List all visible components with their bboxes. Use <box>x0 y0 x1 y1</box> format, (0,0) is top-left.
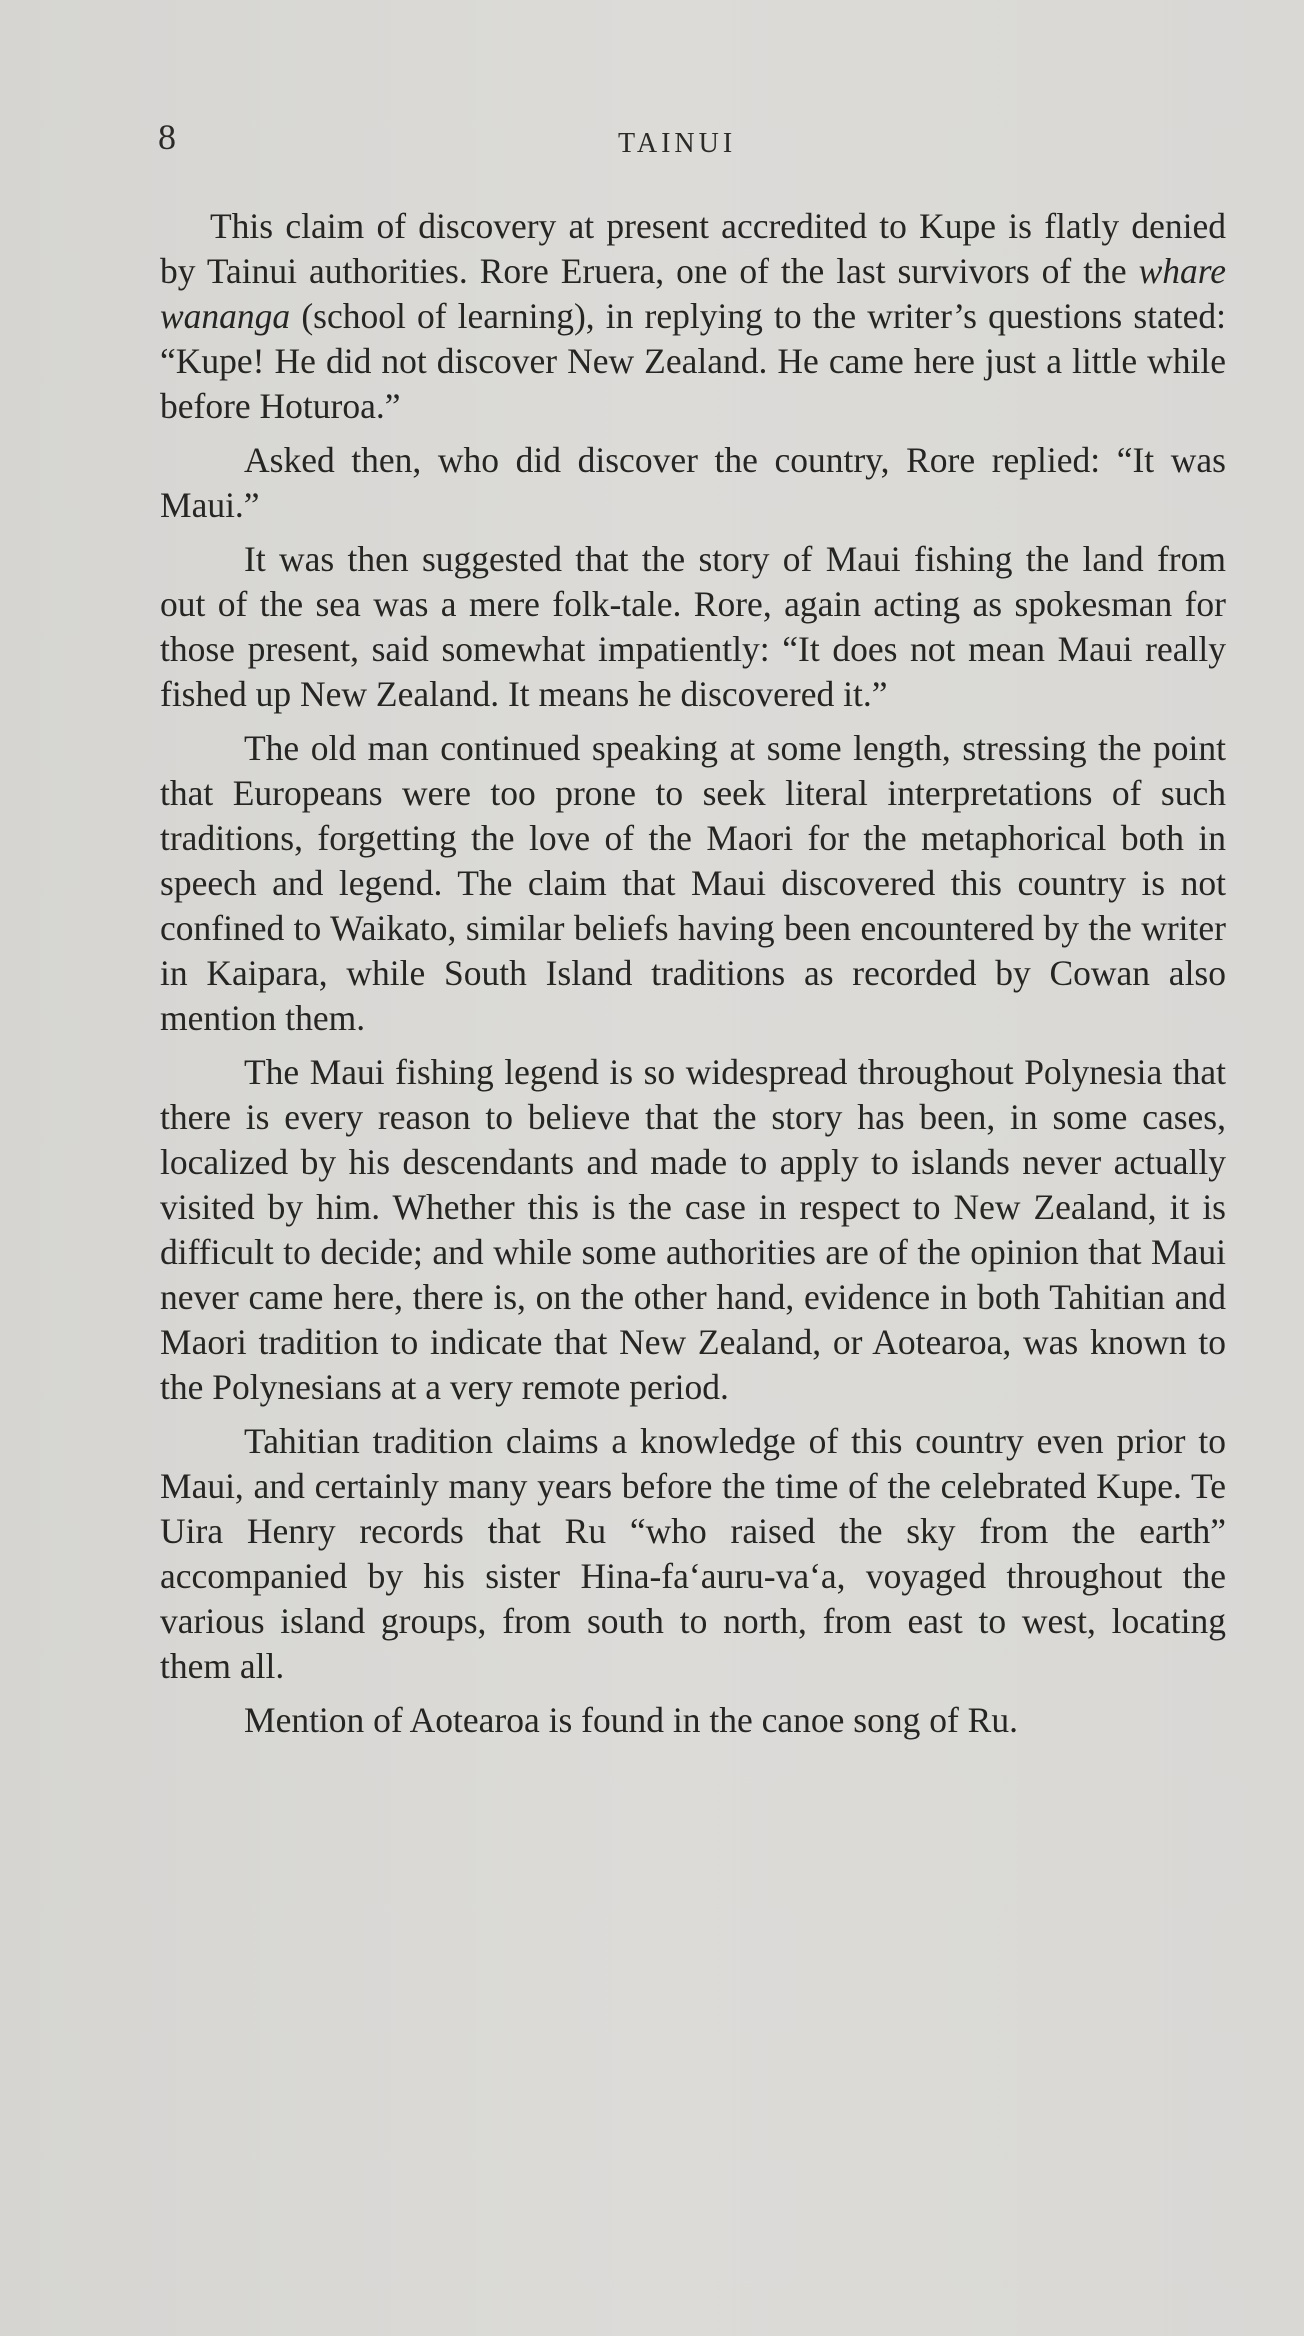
paragraph-1 <box>160 204 1226 429</box>
paragraph-2: Asked then, who did discover the country, Rore replied: “It was Maui.” <box>160 440 1226 525</box>
paragraph-5: The Maui fishing legend is so widespread throughout Polynesia that there is every reason to believe that the story has been, in some cases, localized by his descendants and made to apply to islands never actually visited by him. Whether this is the case in respect to New Zealand, it is difficult to decide; and while some authorities are of the opinion that Maui never came here, there is, on the other hand, evidence in both Tahitian and Maori tradition to indicate that New Zealand, or Aotearoa, was known to the Polynesians at a very remote period. <box>160 1052 1226 1407</box>
paragraph-6: Tahitian tradition claims a knowledge of this country even prior to Maui, and certainly many years before the time of the celebrated Kupe. Te Uira Henry records that Ru “who raised the sky from the earth” accompanied by his sister Hina-fa‘auru-va‘a, voyaged throughout the various island groups, from south to north, from east to west, locating them all. <box>160 1421 1226 1686</box>
paragraph-1-italic-term: whare wananga <box>160 251 1226 336</box>
paragraph-7: Mention of Aotearoa is found in the canoe song of Ru. <box>244 1700 1018 1740</box>
running-head: TAINUI <box>618 128 737 159</box>
page-number: 8 <box>158 117 176 157</box>
paragraph-4: The old man continued speaking at some length, stressing the point that Europeans were too prone to seek literal interpretations of such traditions, forgetting the love of the Maori for the metaphorical both in speech and legend. The claim that Maui discovered this country is not confined to Waikato, similar beliefs having been encountered by the writer in Kaipara, while South Island traditions as recorded by Cowan also mention them. <box>160 728 1226 1038</box>
body-text <box>160 204 1226 1752</box>
page-header <box>0 108 1304 168</box>
paragraph-3: It was then suggested that the story of Maui fishing the land from out of the sea was a mere folk-tale. Rore, again acting as spokesman for those present, said somewhat impatiently: “It does not mean Maui really fished up New Zealand. It means he discovered it.” <box>160 539 1226 714</box>
paragraph-1-text-b: (school of learning), in replying to the writer’s questions stated: “Kupe! He did not discover New Zealand. He came here just a little while before Hoturoa.” <box>160 296 1226 426</box>
paragraph-1-text-a: This claim of discovery at present accredited to Kupe is flatly denied by Tainui authorities. Rore Eruera, one of the last survivors of the <box>160 206 1226 291</box>
